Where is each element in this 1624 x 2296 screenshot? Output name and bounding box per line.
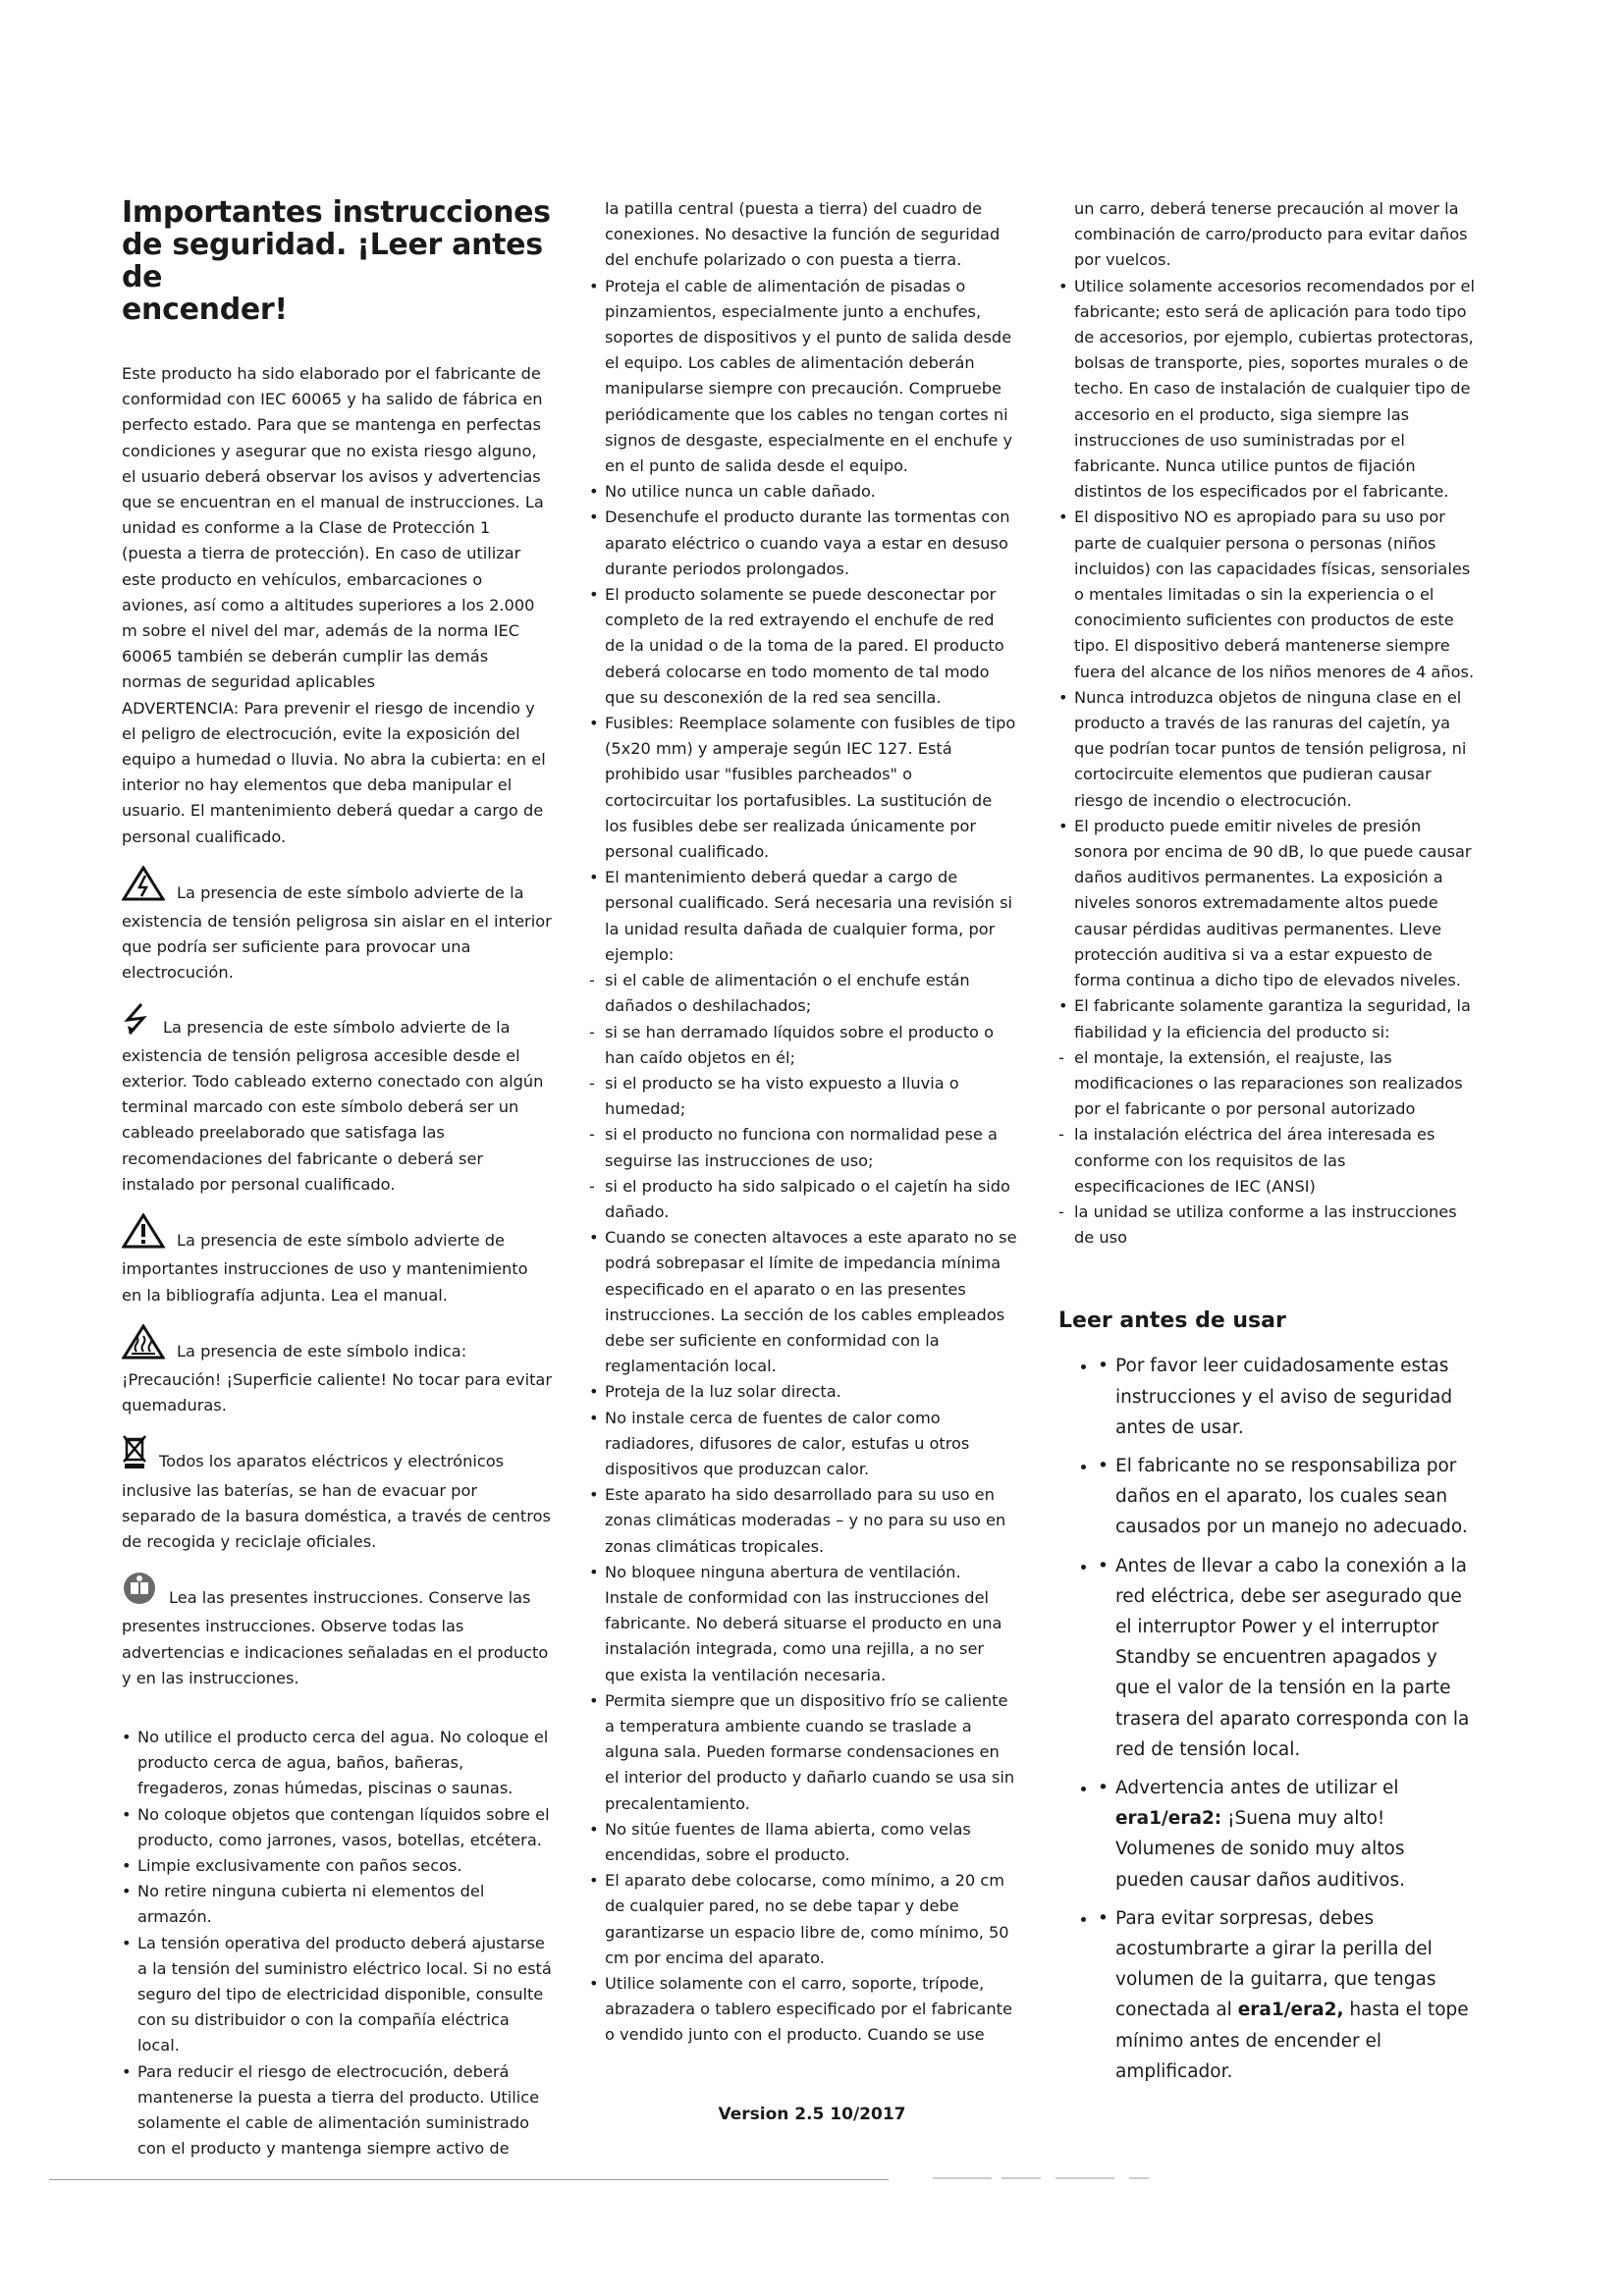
footer-rule-fragment <box>1001 2177 1041 2179</box>
caution-exclamation-icon <box>122 1213 165 1256</box>
column-2-dashes <box>589 968 1018 1225</box>
list-item: - si el producto no funciona con normalidad pese a seguirse las instrucciones de uso; <box>589 1122 1018 1173</box>
list-item: • Fusibles: Reemplace solamente con fusibles de tipo (5x20 mm) y amperaje según IEC 127. Está prohibido usar "fusibles parcheados" o cortocircuitar los portafusibles. La sustitución de los fusibles debe ser realizada únicamente por personal cualificado. <box>589 711 1018 865</box>
page-title: Importantes instrucciones de seguridad. ¡Leer antes de encender! <box>122 195 551 327</box>
list-item: - si el producto ha sido salpicado o el cajetín ha sido dañado. <box>589 1174 1018 1225</box>
list-item: • No utilice el producto cerca del agua. No coloque el producto cerca de agua, baños, bañeras, fregaderos, zonas húmedas, piscinas o saunas. <box>122 1725 552 1802</box>
read-before-use-list <box>1058 1351 1477 2087</box>
model-name: era1/era2: <box>1115 1808 1222 1830</box>
list-item: • • Para evitar sorpresas, debes acostumbrarte a girar la perilla del volumen de la guitarra, que tengas conectada al era1/era2, hasta el tope mínimo antes de encender el amplificador. <box>1098 1903 1477 2087</box>
list-item: • No instale cerca de fuentes de calor como radiadores, difusores de calor, estufas u otros dispositivos que produzcan calor. <box>589 1406 1018 1483</box>
high-voltage-warning-icon <box>122 866 165 909</box>
warning-paragraph: ADVERTENCIA: Para prevenir el riesgo de incendio y el peligro de electrocución, evite la exposición del equipo a humedad o lluvia. No abra la cubierta: en el interior no hay elementos que deba manipular el usuario. El mantenimiento deberá quedar a cargo de personal cualificado. <box>122 698 546 846</box>
list-item: • • Antes de llevar a cabo la conexión a la red eléctrica, debe ser asegurado que el interruptor Power y el interruptor Standby se encuentren apagados y que el valor de la tensión en la parte trasera del aparato corresponda con la red de tensión local. <box>1098 1551 1477 1765</box>
list-item: • El dispositivo NO es apropiado para su uso por parte de cualquier persona o personas (niños incluidos) con las capacidades físicas, sensoriales o mentales limitadas o sin la experiencia o el conocimiento suficientes con productos de este tipo. El dispositivo deberá mantenerse siempre fuera del alcance de los niños menores de 4 años. <box>1058 505 1477 684</box>
intro-paragraph: Este producto ha sido elaborado por el fabricante de conformidad con IEC 60065 y ha salido de fábrica en perfecto estado. Para que se mantenga en perfectas condiciones y asegurar que no exista riesgo alguno, el usuario deberá observar los avisos y advertencias que se encuentran en el manual de instrucciones. La unidad es conforme a la Clase de Protección 1 (puesta a tierra de protección). En caso de utilizar este producto en vehículos, embarcaciones o aviones, así como a altitudes superiores a los 2.000 m sobre el nivel del mar, además de la norma IEC 60065 también se deberán cumplir las demás normas de seguridad aplicables <box>122 364 544 692</box>
continued-paragraph: un carro, deberá tenerse precaución al mover la combinación de carro/producto para evitar daños por vuelcos. <box>1074 199 1468 270</box>
symbol-read-manual: Lea las presentes instrucciones. Conserve las presentes instrucciones. Observe todas las advertencias e indicaciones señaladas en el producto y en las instrucciones. <box>122 1571 552 1691</box>
list-item: • No coloque objetos que contengan líquidos sobre el producto, como jarrones, vasos, botellas, etcétera. <box>122 1802 552 1853</box>
list-item: • Proteja el cable de alimentación de pisadas o pinzamientos, especialmente junto a enchufes, soportes de dispositivos y el punto de salida desde el equipo. Los cables de alimentación deberán manipularse siempre con precaución. Compruebe periódicamente que los cables no tengan cortes ni signos de desgaste, especialmente en el enchufe y en el punto de salida desde el equipo. <box>589 274 1018 480</box>
column-2 <box>589 196 1018 2049</box>
column-1 <box>122 196 552 2162</box>
crossed-bin-icon <box>122 1434 147 1477</box>
list-item: • • El fabricante no se responsabiliza por daños en el aparato, los cuales sean causados por un manejo no adecuado. <box>1098 1451 1477 1543</box>
continued-paragraph: la patilla central (puesta a tierra) del cuadro de conexiones. No desactive la función de seguridad del enchufe polarizado o con puesta a tierra. <box>605 199 1001 270</box>
list-item: • No retire ninguna cubierta ni elementos del armazón. <box>122 1879 552 1930</box>
list-item: • Permita siempre que un dispositivo frío se caliente a temperatura ambiente cuando se traslade a alguna sala. Pueden formarse condensaciones en el interior del producto y dañarlo cuando se usa sin precalentamiento. <box>589 1688 1018 1817</box>
column-2-bullets-a <box>589 274 1018 968</box>
list-item: - la instalación eléctrica del área interesada es conforme con los requisitos de las especificaciones de IEC (ANSI) <box>1058 1122 1477 1200</box>
list-item: - si el producto se ha visto expuesto a lluvia o humedad; <box>589 1071 1018 1122</box>
footer-rule <box>49 2179 889 2180</box>
list-item: • • Advertencia antes de utilizar el era1/era2: ¡Suena muy alto! Volumenes de sonido muy altos pueden causar daños auditivos. <box>1098 1773 1477 1896</box>
model-name: era1/era2, <box>1237 2000 1344 2021</box>
read-before-use-heading: Leer antes de usar <box>1058 1308 1286 1334</box>
list-item: • No sitúe fuentes de llama abierta, como velas encendidas, sobre el producto. <box>589 1817 1018 1868</box>
list-item: • El producto solamente se puede desconectar por completo de la red extrayendo el enchufe de red de la unidad o de la toma de la pared. El producto deberá colocarse en todo momento de tal modo que su desconexión de la red sea sencilla. <box>589 582 1018 711</box>
footer-rule-fragment <box>1056 2177 1114 2179</box>
list-item: • El producto puede emitir niveles de presión sonora por encima de 90 dB, lo que puede causar daños auditivos permanentes. La exposición a niveles sonoros extremadamente altos puede causar pérdidas auditivas permanentes. Lleve protección auditiva si va a estar expuesto de forma continua a dicho tipo de elevados niveles. <box>1058 814 1477 993</box>
symbol-weee: Todos los aparatos eléctricos y electrónicos inclusive las baterías, se han de evacuar por separado de la basura doméstica, a través de centros de recogida y reciclaje oficiales. <box>122 1434 552 1555</box>
list-item: • Utilice solamente accesorios recomendados por el fabricante; esto será de aplicación para todo tipo de accesorios, por ejemplo, cubiertas protectoras, bolsas de transporte, pies, soportes murales o de techo. En caso de instalación de cualquier tipo de accesorio en el producto, siga siempre las instrucciones de uso suministradas por el fabricante. Nunca utilice puntos de fijación distintos de los especificados por el fabricante. <box>1058 274 1477 506</box>
symbol-caution: La presencia de este símbolo advierte de importantes instrucciones de uso y mantenimiento en la bibliografía adjunta. Lea el manual. <box>122 1213 552 1308</box>
list-item: - si el cable de alimentación o el enchufe están dañados o deshilachados; <box>589 968 1018 1019</box>
column-1-bullets <box>122 1725 552 2162</box>
list-item: • Proteja de la luz solar directa. <box>589 1379 1018 1405</box>
list-item: • Este aparato ha sido desarrollado para su uso en zonas climáticas moderadas – y no para su uso en zonas climáticas tropicales. <box>589 1482 1018 1560</box>
list-item: • La tensión operativa del producto deberá ajustarse a la tensión del suministro eléctrico local. Si no está seguro del tipo de electricidad disponible, consulte con su distribuidor o con la compañía eléctrica local. <box>122 1931 552 2059</box>
list-item: • No utilice nunca un cable dañado. <box>589 479 1018 505</box>
list-item: - el montaje, la extensión, el reajuste, las modificaciones o las reparaciones son realizados por el fabricante o por personal autorizado <box>1058 1045 1477 1123</box>
list-item: • El mantenimiento deberá quedar a cargo de personal cualificado. Será necesaria una revisión si la unidad resulta dañada de cualquier forma, por ejemplo: <box>589 865 1018 968</box>
list-item: • Desenchufe el producto durante las tormentas con aparato eléctrico o cuando vaya a estar en desuso durante periodos prolongados. <box>589 505 1018 582</box>
list-item: • Cuando se conecten altavoces a este aparato no se podrá sobrepasar el límite de impedancia mínima especificado en el aparato o en las presentes instrucciones. La sección de los cables empleados debe ser suficiente en conformidad con la reglamentación local. <box>589 1225 1018 1379</box>
list-item: • No bloquee ninguna abertura de ventilación. Instale de conformidad con las instrucciones del fabricante. No deberá situarse el producto en una instalación integrada, como una rejilla, a no ser que exista la ventilación necesaria. <box>589 1560 1018 1688</box>
lightning-bolt-icon <box>122 1002 151 1043</box>
list-item: • El aparato debe colocarse, como mínimo, a 20 cm de cualquier pared, no se debe tapar y debe garantizarse un espacio libre de, como mínimo, 50 cm por encima del aparato. <box>589 1868 1018 1971</box>
symbol-high-voltage: La presencia de este símbolo advierte de la existencia de tensión peligrosa sin aislar en el interior que podría ser suficiente para provocar una electrocución. <box>122 866 552 987</box>
list-item: • El fabricante solamente garantiza la seguridad, la fiabilidad y la eficiencia del producto si: <box>1058 993 1477 1044</box>
symbol-lightning: La presencia de este símbolo advierte de la existencia de tensión peligrosa accesible desde el exterior. Todo cableado externo conectado con algún terminal marcado con este símbolo deberá ser un cableado preelaborado que satisfaga las recomendaciones del fabricante o deberá ser instalado por personal cualificado. <box>122 1002 552 1198</box>
column-3 <box>1058 196 1477 2103</box>
list-item: • Para reducir el riesgo de electrocución, deberá mantenerse la puesta a tierra del producto. Utilice solamente el cable de alimentación suministrado con el producto y mantenga siempre activo de <box>122 2059 552 2163</box>
list-item: • Utilice solamente con el carro, soporte, trípode, abrazadera o tablero especificado por el fabricante o vendido junto con el producto. Cuando se use <box>589 1971 1018 2049</box>
footer-rule-fragment <box>1129 2177 1149 2179</box>
read-manual-icon <box>122 1571 157 1614</box>
list-item: • Nunca introduzca objetos de ninguna clase en el producto a través de las ranuras del cajetín, ya que podrían tocar puntos de tensión peligrosa, ni cortocircuite elementos que pudieran causar riesgo de incendio o electrocución. <box>1058 685 1477 814</box>
list-item: - si se han derramado líquidos sobre el producto o han caído objetos en él; <box>589 1020 1018 1071</box>
hot-surface-icon <box>122 1324 165 1367</box>
list-item: - la unidad se utiliza conforme a las instrucciones de uso <box>1058 1200 1477 1251</box>
column-3-bullets <box>1058 274 1477 1045</box>
symbol-hot-surface: La presencia de este símbolo indica: ¡Precaución! ¡Superficie caliente! No tocar para evitar quemaduras. <box>122 1324 552 1419</box>
version-footer: Version 2.5 10/2017 <box>718 2105 906 2124</box>
footer-rule-fragment <box>933 2177 992 2179</box>
column-2-bullets-b <box>589 1225 1018 2049</box>
list-item: • • Por favor leer cuidadosamente estas instrucciones y el aviso de seguridad antes de usar. <box>1098 1351 1477 1443</box>
column-3-dashes <box>1058 1045 1477 1252</box>
list-item: • Limpie exclusivamente con paños secos. <box>122 1853 552 1879</box>
